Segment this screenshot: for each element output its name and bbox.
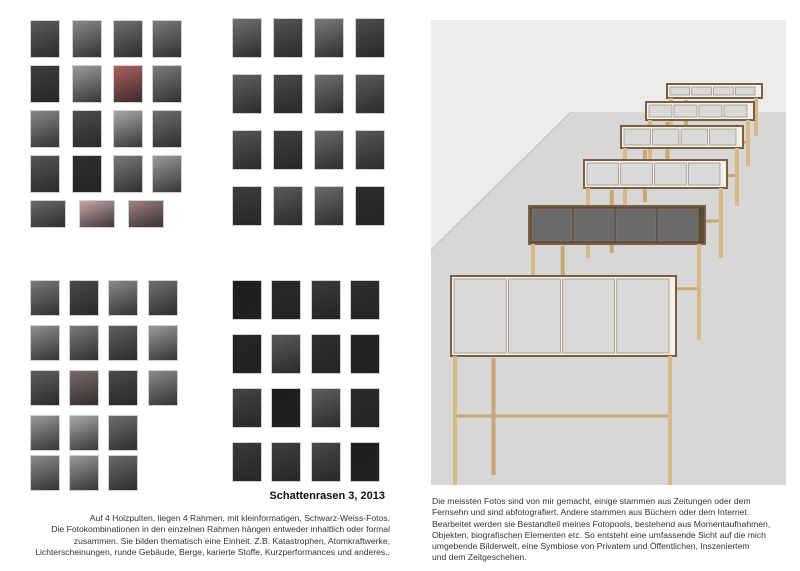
photo-thumbnail — [113, 110, 143, 148]
photo-frame — [508, 279, 560, 353]
left-description-line: Die Fotokombinationen in den einzelnen Rahmen hängen entweder inhaltlich oder formal — [51, 524, 390, 535]
photo-thumbnail — [232, 388, 262, 428]
installation-illustration — [431, 20, 786, 485]
left-description-line: Lichterscheinungen, runde Gebäude, Berge, karierte Stoffe, Kurzperformances und anderes.. — [35, 546, 390, 557]
photo-thumbnail — [72, 155, 102, 193]
photo-thumbnail — [148, 370, 178, 406]
photo-thumbnail — [152, 110, 182, 148]
photo-thumbnail — [128, 200, 164, 228]
photo-thumbnail — [152, 155, 182, 193]
photo-thumbnail — [108, 370, 138, 406]
photo-thumbnail — [273, 74, 303, 114]
table-brace — [455, 415, 668, 418]
photo-thumbnail — [108, 415, 138, 451]
photo-frame — [617, 279, 669, 353]
table-leg — [668, 356, 672, 485]
photo-thumbnail — [69, 455, 99, 491]
photo-thumbnail — [108, 325, 138, 361]
photo-frame — [624, 129, 651, 145]
photo-frame — [587, 163, 619, 185]
photo-thumbnail — [69, 325, 99, 361]
artwork-title: Schattenrasen 3, 2013 — [269, 490, 385, 502]
photo-thumbnail — [72, 110, 102, 148]
photo-frame — [653, 129, 680, 145]
photo-thumbnail — [350, 280, 380, 320]
photo-frame — [655, 163, 687, 185]
photo-thumbnail — [273, 186, 303, 226]
right-description-line: umgebende Bilderwelt, eine Symbiose von Privatem und Öffentlichen, Inszeniertem — [432, 541, 750, 552]
photo-thumbnail — [350, 388, 380, 428]
right-description-line: Fernsehn und sind abfotografiert. Andere stammen aus Büchern oder dem Internet. — [432, 507, 750, 518]
right-description-line: Objekten, biografischen Elementen etc. So entsteht eine umfassende Sicht auf die mich — [432, 529, 766, 540]
photo-frame — [616, 209, 656, 241]
installation-photo — [431, 20, 786, 485]
photo-thumbnail — [232, 334, 262, 374]
photo-thumbnail — [232, 186, 262, 226]
right-description-line: Bearbeitet werden sie Bestandteil meines Fotopools, bestehend aus Momentaufnahmen, — [432, 518, 771, 529]
photo-thumbnail — [311, 334, 341, 374]
photo-frame — [710, 129, 737, 145]
photo-thumbnail — [30, 370, 60, 406]
photo-thumbnail — [152, 65, 182, 103]
photo-thumbnail — [113, 155, 143, 193]
right-description-line: Die meissten Fotos sind von mir gemacht, einige stammen aus Zeitungen oder dem — [432, 496, 751, 506]
table-leg — [697, 244, 701, 340]
photo-frame — [714, 87, 734, 95]
photo-thumbnail — [30, 325, 60, 361]
photo-thumbnail — [69, 280, 99, 316]
photo-thumbnail — [148, 280, 178, 316]
photo-frame — [674, 105, 697, 117]
table-leg — [719, 188, 723, 258]
photo-thumbnail — [355, 186, 385, 226]
photo-thumbnail — [350, 442, 380, 482]
photo-thumbnail — [30, 200, 66, 228]
photo-frame — [649, 105, 672, 117]
photo-thumbnail — [30, 415, 60, 451]
photo-frame — [699, 105, 722, 117]
photo-thumbnail — [314, 74, 344, 114]
left-description-line: Auf 4 Holzpulten, liegen 4 Rahmen, mit kleinformatigen, Schwarz-Weiss-Fotos. — [89, 513, 390, 523]
photo-thumbnail — [311, 280, 341, 320]
photo-thumbnail — [108, 280, 138, 316]
photo-thumbnail — [30, 20, 60, 58]
photo-thumbnail — [355, 18, 385, 58]
photo-thumbnail — [271, 442, 301, 482]
table-leg — [735, 148, 739, 206]
photo-thumbnail — [79, 200, 115, 228]
photo-frame — [574, 209, 614, 241]
photo-thumbnail — [311, 388, 341, 428]
photo-frame — [670, 87, 690, 95]
photo-thumbnail — [232, 18, 262, 58]
photo-thumbnail — [69, 415, 99, 451]
right-description-line: und dem Zeitgeschehen. — [432, 552, 527, 563]
photo-thumbnail — [314, 18, 344, 58]
left-description — [8, 513, 390, 558]
photo-thumbnail — [271, 334, 301, 374]
photo-thumbnail — [273, 18, 303, 58]
photo-thumbnail — [311, 442, 341, 482]
photo-thumbnail — [72, 65, 102, 103]
photo-thumbnail — [152, 20, 182, 58]
photo-thumbnail — [314, 130, 344, 170]
photo-frame — [454, 279, 506, 353]
photo-thumbnail — [355, 130, 385, 170]
photo-frame — [532, 209, 572, 241]
photo-thumbnail — [108, 455, 138, 491]
photo-thumbnail — [273, 130, 303, 170]
photo-thumbnail — [148, 325, 178, 361]
photo-thumbnail — [30, 65, 60, 103]
table-leg — [453, 356, 457, 485]
left-description-line: zusammen. Sie bilden thematisch eine Einheit. Z.B. Katastrophen, Atomkraftwerke, — [73, 535, 390, 546]
photo-thumbnail — [30, 455, 60, 491]
photo-thumbnail — [113, 20, 143, 58]
photo-frame — [563, 279, 615, 353]
photo-frame — [681, 129, 708, 145]
photo-thumbnail — [72, 20, 102, 58]
photo-thumbnail — [232, 442, 262, 482]
photo-thumbnail — [350, 334, 380, 374]
photo-frame — [692, 87, 712, 95]
photo-frame — [735, 87, 755, 95]
photo-thumbnail — [30, 110, 60, 148]
right-description — [432, 496, 794, 564]
photo-thumbnail — [271, 388, 301, 428]
photo-thumbnail — [271, 280, 301, 320]
photo-thumbnail — [113, 65, 143, 103]
photo-thumbnail — [30, 155, 60, 193]
photo-frame — [621, 163, 653, 185]
photo-thumbnail — [69, 370, 99, 406]
photo-thumbnail — [232, 280, 262, 320]
photo-frame — [658, 209, 698, 241]
photo-thumbnail — [232, 74, 262, 114]
photo-thumbnail — [314, 186, 344, 226]
table-leg — [746, 120, 750, 166]
photo-frame — [688, 163, 720, 185]
photo-thumbnail — [30, 280, 60, 316]
photo-thumbnail — [232, 130, 262, 170]
photo-frame — [724, 105, 747, 117]
photo-thumbnail — [355, 74, 385, 114]
